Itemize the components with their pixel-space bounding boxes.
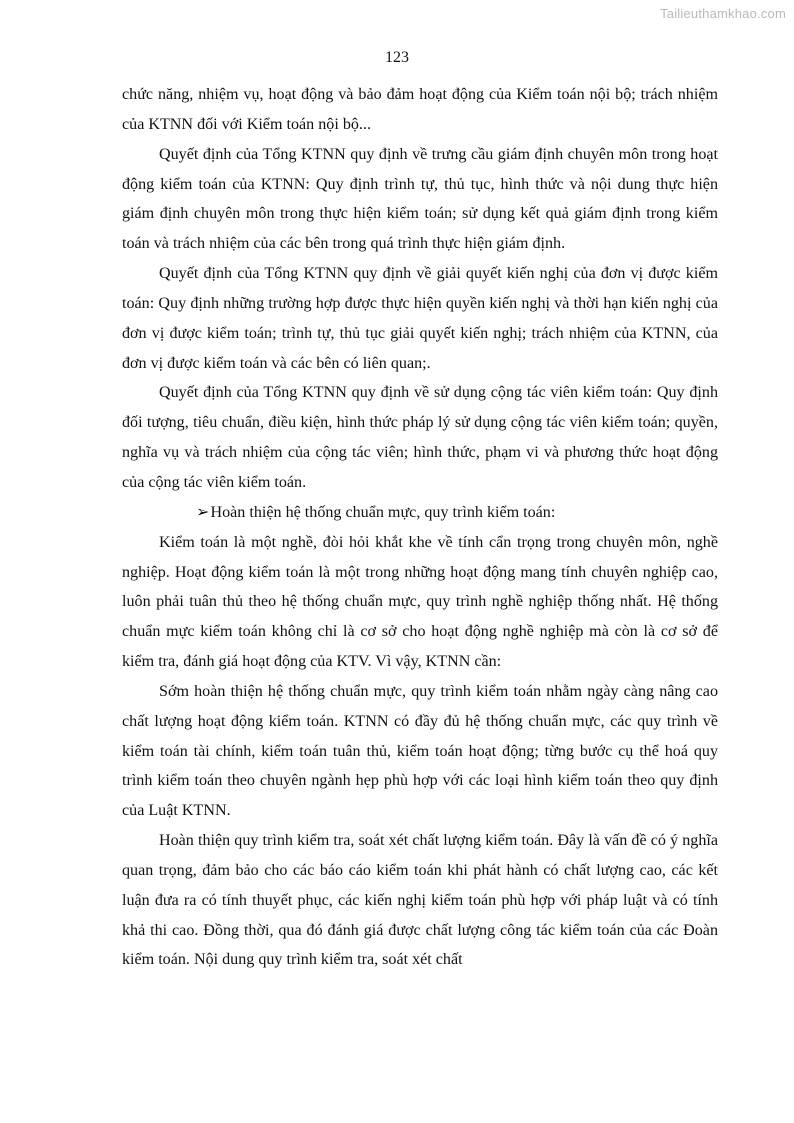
- page-number: 123: [385, 49, 409, 66]
- paragraph-7: Hoàn thiện quy trình kiểm tra, soát xét chất lượng kiểm toán. Đây là vấn đề có ý nghĩa quan trọng, đảm bảo cho các báo cáo kiểm toán khi phát hành có chất lượng cao, các kết luận đưa ra có tính thuyết phục, các kiến nghị kiểm toán phù hợp với pháp luật và có tính khả thi cao. Đồng thời, qua đó đánh giá được chất lượng công tác kiểm toán của các Đoàn kiểm toán. Nội dung quy trình kiểm tra, soát xét chất: [122, 832, 718, 969]
- section-heading: [122, 498, 718, 528]
- paragraph-3: Quyết định của Tổng KTNN quy định về giải quyết kiến nghị của đơn vị được kiểm toán: Quy định những trường hợp được thực hiện quyền kiến nghị và thời hạn kiến nghị của đơn vị được kiểm toán; trình tự, thủ tục giải quyết kiến nghị; trách nhiệm của KTNN, của đơn vị được kiểm toán và các bên có liên quan;.: [122, 265, 718, 372]
- paragraph-2: Quyết định của Tổng KTNN quy định về trưng cầu giám định chuyên môn trong hoạt động kiểm toán của KTNN: Quy định trình tự, thủ tục, hình thức và nội dung thực hiện giám định chuyên môn trong thực hiện kiểm toán; sử dụng kết quả giám định trong kiểm toán và trách nhiệm của các bên trong quá trình thực hiện giám định.: [122, 145, 718, 253]
- paragraph-1: chức năng, nhiệm vụ, hoạt động và bảo đảm hoạt động của Kiểm toán nội bộ; trách nhiệm của KTNN đối với Kiểm toán nội bộ...: [122, 86, 718, 133]
- watermark: Tailieuthamkhao.com: [660, 6, 786, 21]
- paragraph-4: Quyết định của Tổng KTNN quy định về sử dụng cộng tác viên kiểm toán: Quy định đối tượng, tiêu chuẩn, điều kiện, hình thức pháp lý sử dụng cộng tác viên kiểm toán; quyền, nghĩa vụ và trách nhiệm của cộng tác viên; hình thức, phạm vi và phương thức hoạt động của cộng tác viên kiểm toán.: [122, 384, 718, 491]
- document-body: [122, 80, 718, 975]
- paragraph-6: Sớm hoàn thiện hệ thống chuẩn mực, quy trình kiểm toán nhằm ngày càng nâng cao chất lượng hoạt động kiểm toán. KTNN có đầy đủ hệ thống chuẩn mực, các quy trình về kiểm toán tài chính, kiểm toán tuân thủ, kiểm toán hoạt động; từng bước cụ thể hoá quy trình kiểm toán theo chuyên ngành hẹp phù hợp với các loại hình kiểm toán theo quy định của Luật KTNN.: [122, 682, 718, 820]
- arrow-bullet-icon: ➢: [196, 503, 210, 521]
- section-heading-text: Hoàn thiện hệ thống chuẩn mực, quy trình kiểm toán:: [210, 503, 556, 521]
- paragraph-5: Kiểm toán là một nghề, đòi hỏi khắt khe về tính cẩn trọng trong chuyên môn, nghề nghiệp. Hoạt động kiểm toán là một trong những hoạt động mang tính chuyên nghiệp cao, luôn phải tuân thủ theo hệ thống chuẩn mực, quy trình nghề nghiệp thống nhất. Hệ thống chuẩn mực kiểm toán không chỉ là cơ sở cho hoạt động nghề nghiệp mà còn là cơ sở để kiểm tra, đánh giá hoạt động của KTV. Vì vậy, KTNN cần:: [122, 533, 718, 671]
